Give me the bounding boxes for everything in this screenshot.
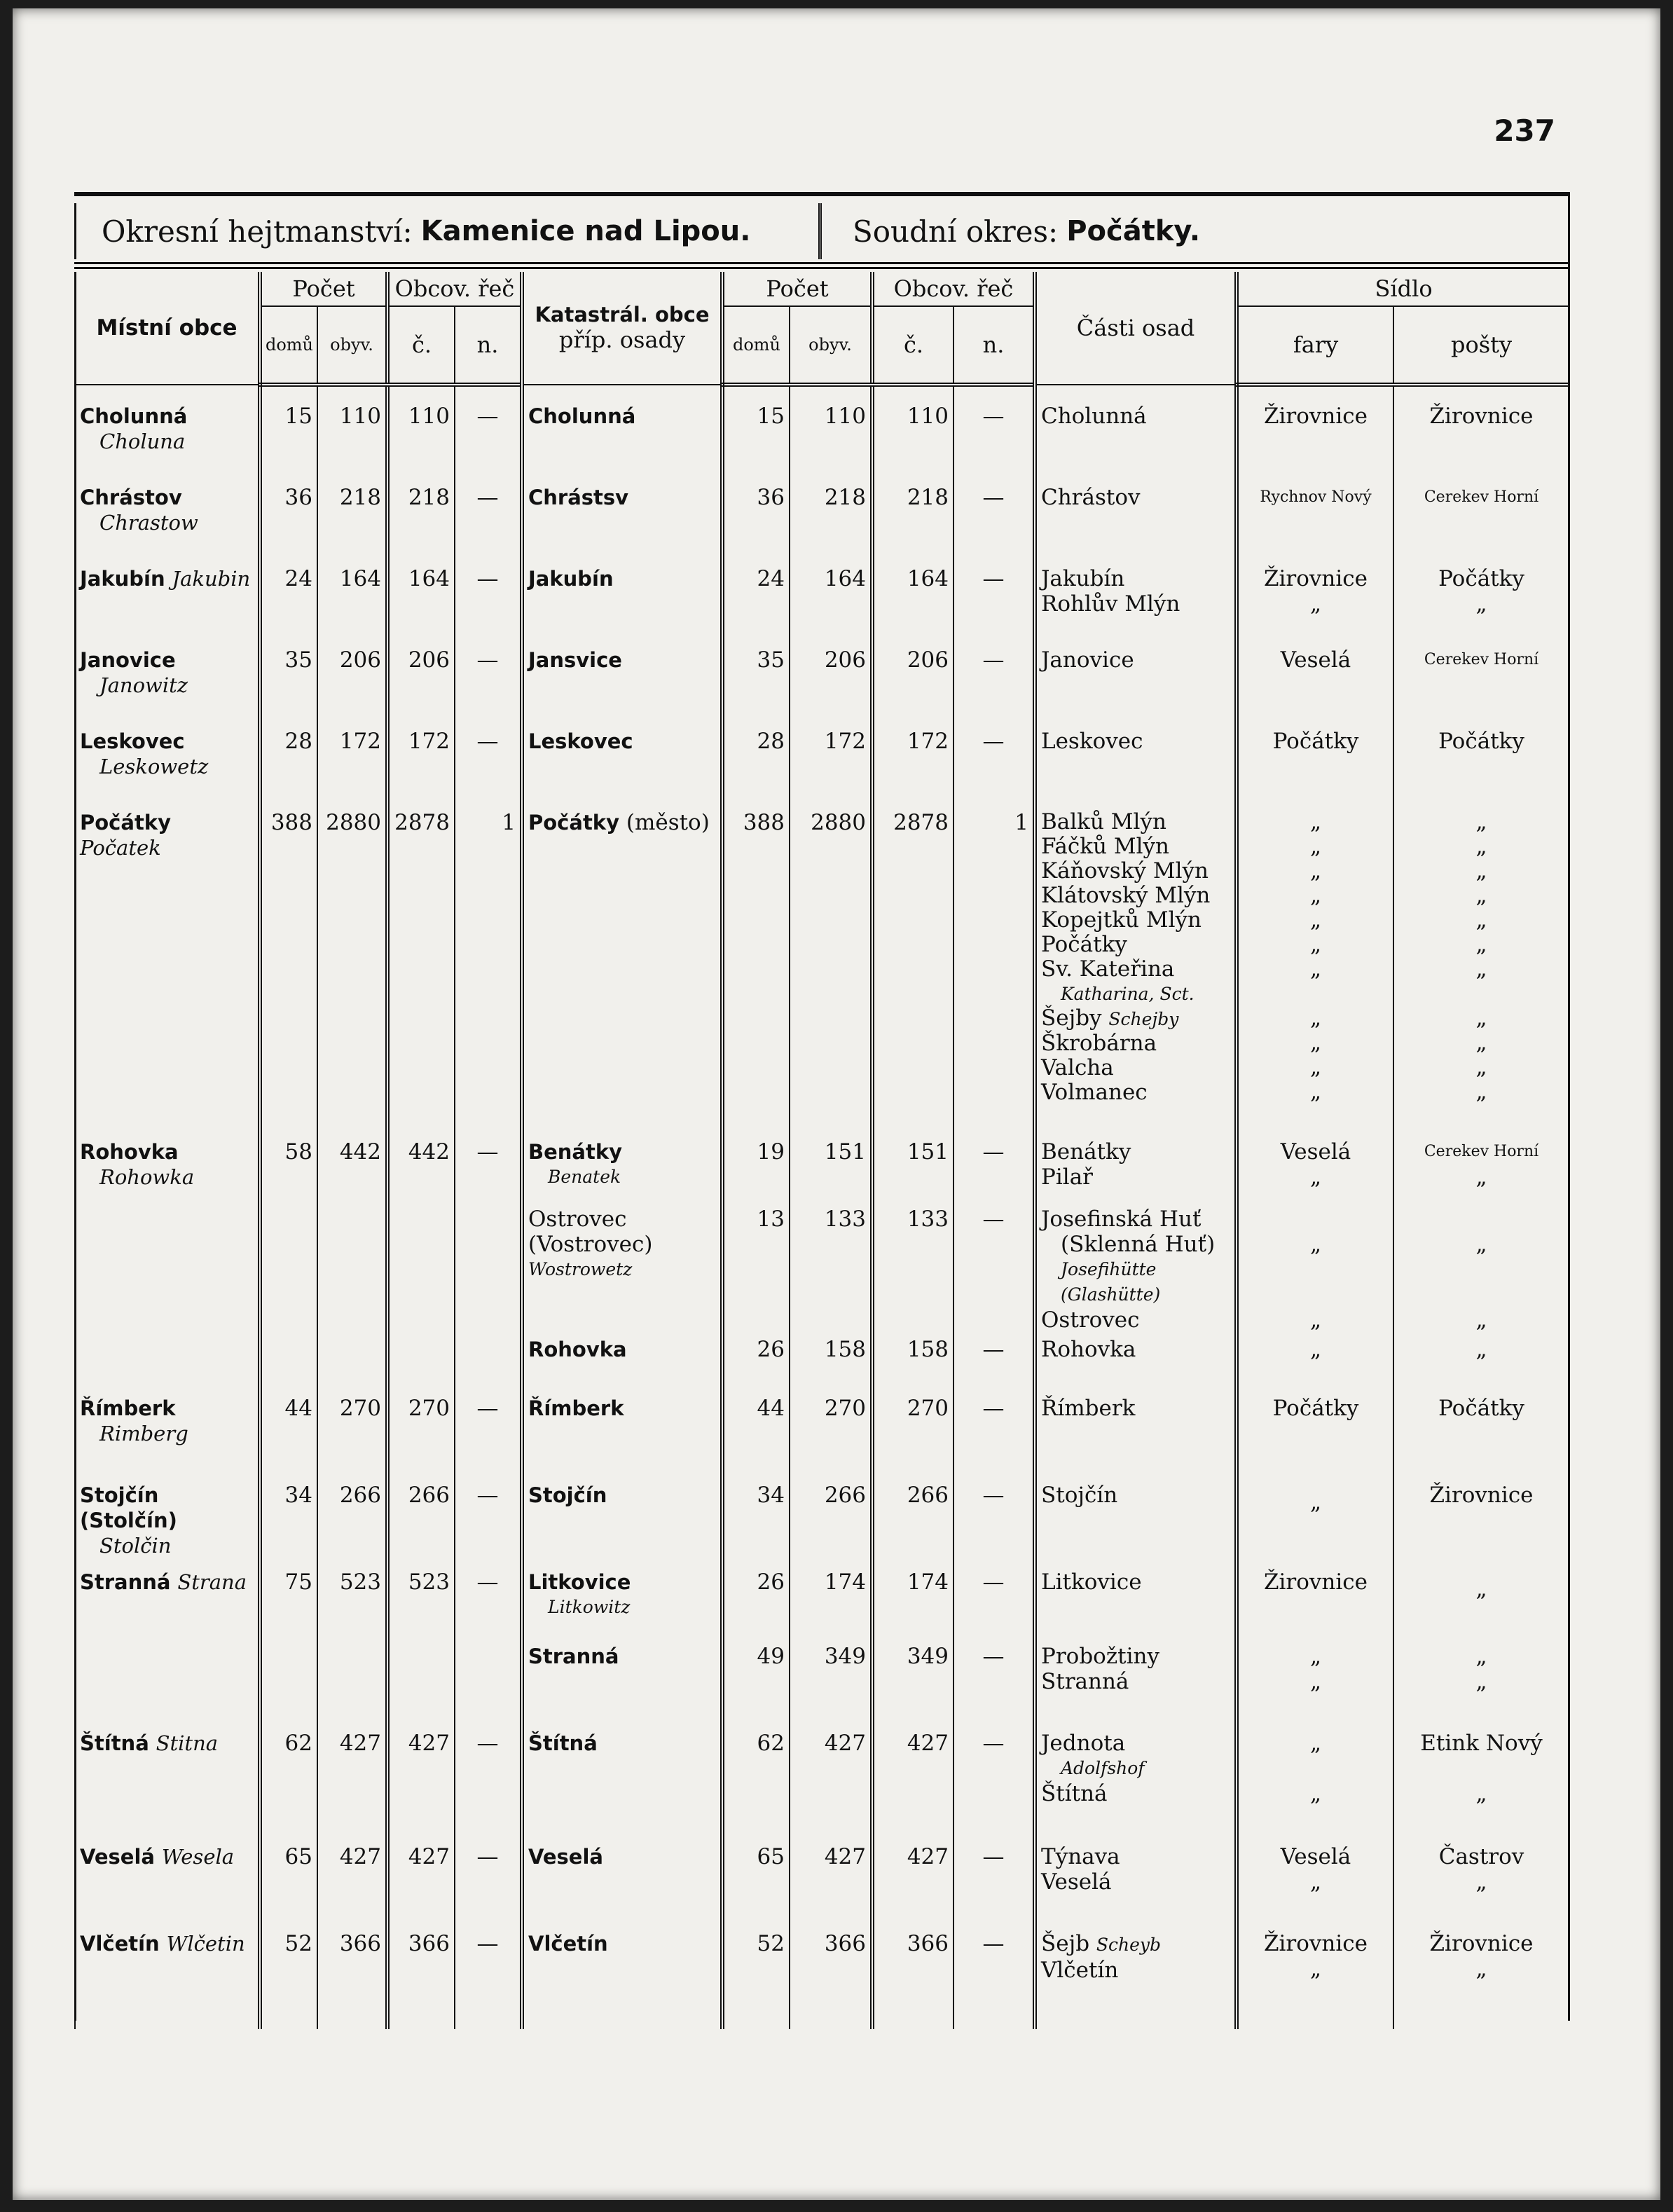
table-row: Ostrovec (Vostrovec) Wostrowetz 13 133 133 — Josefinská Huť (Sklenná Huť) Josefihütte (Glashütte) Ostrovec „ „ „ „ [75, 1207, 1569, 1337]
table-row: Leskovec Leskowetz 28 172 172 — Leskovec 28 172 172 — Leskovec Počátky Počátky [75, 729, 1569, 810]
table-row: Počátky Počatek 388 2880 2878 1 Počátky (město) 388 2880 2878 1 Balků Mlýn Fáčků Mlýn Káňovský Mlýn Klátovský Mlýn Kopejtků Mlýn Počátky Sv. Kateřina Katharina, Sct. Šejby Schejby Škrobárna Valcha Volmanec „ „ „ „ „ „ „ „ „ „ „ „ „ „ „ „ „ „ „ „ „ „ [75, 810, 1569, 1139]
top-rule [74, 192, 1568, 196]
district-name: Kamenice nad Lipou. [420, 215, 751, 247]
col-obcov-rec-2: Obcov. řeč [872, 272, 1035, 306]
col-posty: pošty [1393, 306, 1569, 385]
col-obyv: obyv. [317, 306, 387, 385]
table-row: Chrástov Chrastow 36 218 218 — Chrástsv 36 218 218 — Chrástov Rychnov Nový Cerekev Horní [75, 485, 1569, 566]
table-row: Stojčín (Stolčín) Stolčin 34 266 266 — Stojčín 34 266 266 — Stojčín „ Žirovnice [75, 1483, 1569, 1569]
district-label: Okresní hejtmanství: [102, 214, 413, 249]
page [13, 8, 1660, 2200]
col-casti: Části osad [1035, 272, 1237, 385]
col-c: č. [387, 306, 455, 385]
table-row: Jakubín Jakubin 24 164 164 — Jakubín 24 164 164 — Jakubín Rohlův Mlýn Žirovnice „ Počátky „ [75, 566, 1569, 647]
table-row: Štítná Stitna 62 427 427 — Štítná 62 427 427 — Jednota Adolfshof Štítná „ „ Etink Nový „ [75, 1731, 1569, 1844]
col-c-2: č. [872, 306, 953, 385]
table-row: Janovice Janowitz 35 206 206 — Jansvice 35 206 206 — Janovice Veselá Cerekev Horní [75, 647, 1569, 729]
col-pocet: Počet [260, 272, 387, 306]
table-row: Vlčetín Wlčetin 52 366 366 — Vlčetín 52 366 366 — Šejb Scheyb Vlčetín Žirovnice „ Žirovnice „ [75, 1931, 1569, 2029]
col-n: n. [455, 306, 522, 385]
col-domu-2: domů [722, 306, 790, 385]
table-row: Stranná Strana 75 523 523 — Litkovice Litkowitz 26 174 174 — Litkovice Žirovnice „ [75, 1569, 1569, 1644]
court-cell [822, 203, 1568, 259]
col-pocet-2: Počet [722, 272, 872, 306]
col-obec: Místní obce [75, 272, 260, 385]
court-name: Počátky. [1066, 215, 1201, 247]
left-rule [74, 272, 76, 2021]
title-bar [74, 203, 1568, 259]
district-cell [76, 203, 822, 259]
col-fary: fary [1237, 306, 1393, 385]
col-obyv-2: obyv. [790, 306, 872, 385]
census-table [74, 272, 1569, 2029]
court-label: Soudní okres: [853, 214, 1059, 249]
table-row: Veselá Wesela 65 427 427 — Veselá 65 427 427 — Týnava Veselá Veselá „ Častrov „ [75, 1844, 1569, 1931]
col-katastr: Katastrál. obce příp. osady [522, 272, 722, 385]
table-row: Stranná 49 349 349 — Probožtiny Stranná „ „ „ „ [75, 1644, 1569, 1731]
table-row: Rohovka 26 158 158 — Rohovka „ „ [75, 1337, 1569, 1396]
col-domu: domů [260, 306, 317, 385]
col-obcov-rec: Obcov. řeč [387, 272, 522, 306]
table-body [75, 385, 1569, 2029]
header-rule [74, 262, 1568, 269]
table-row: Cholunná Choluna 15 110 110 — Cholunná 15 110 110 — Cholunná Žirovnice Žirovnice [75, 404, 1569, 485]
col-n-2: n. [953, 306, 1035, 385]
page-number: 237 [1494, 114, 1555, 148]
table-row: Římberk Rimberg 44 270 270 — Římberk 44 270 270 — Římberk Počátky Počátky [75, 1396, 1569, 1483]
census-table-sheet [74, 192, 1570, 2021]
table-row: Rohovka Rohowka 58 442 442 — Benátky Benatek 19 151 151 — Benátky Pilař Veselá „ Cerekev Horní „ [75, 1139, 1569, 1207]
col-sidlo: Sídlo [1237, 272, 1569, 306]
